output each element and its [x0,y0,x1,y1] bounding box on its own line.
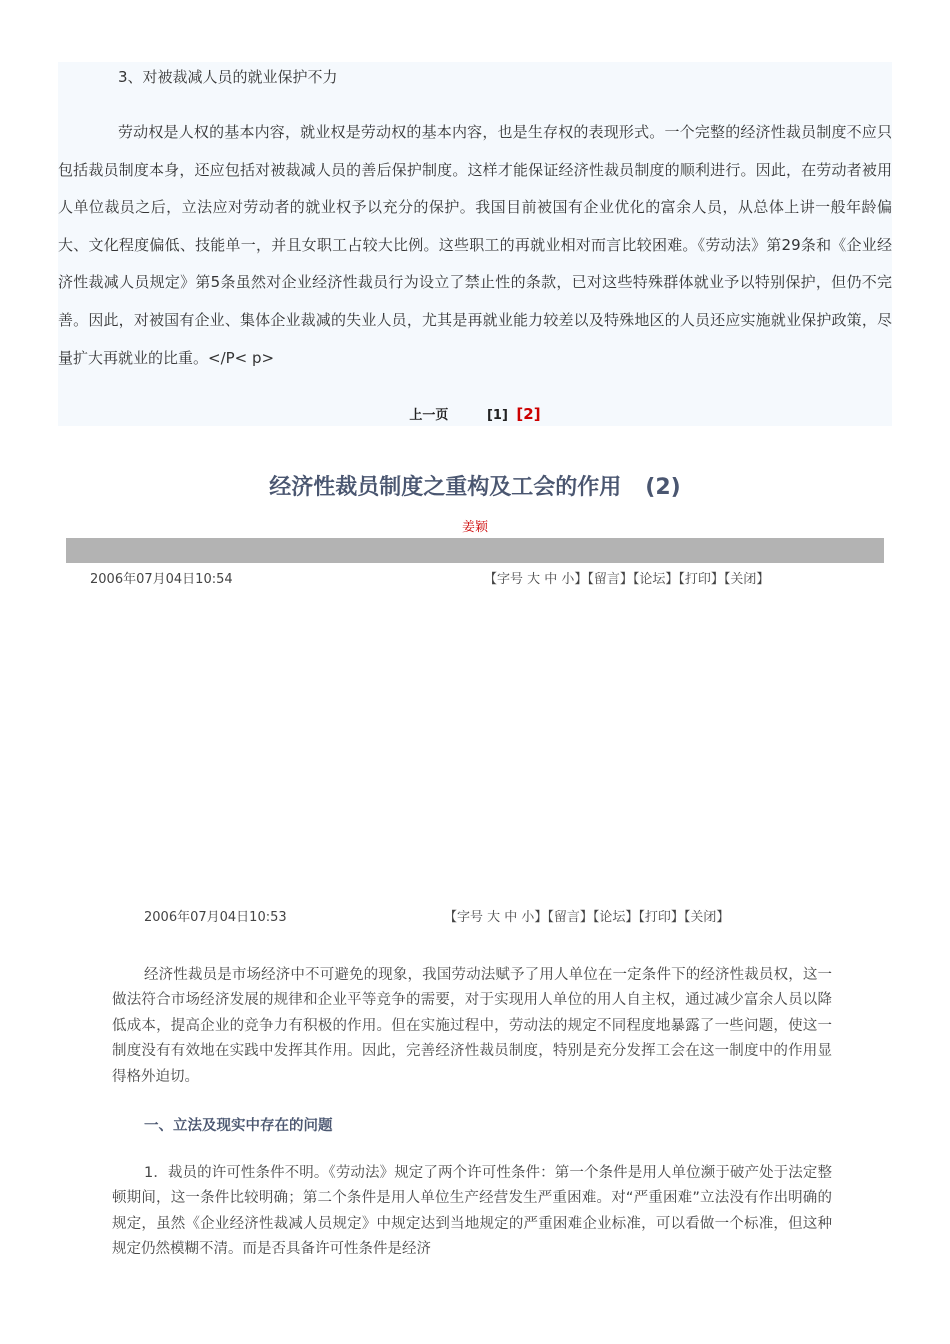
section-heading: 3、对被裁减人员的就业保护不力 [118,68,338,86]
page-1-link[interactable]: [1] [486,408,508,423]
body-paragraph-intro: 经济性裁员是市场经济中不可避免的现象，我国劳动法赋予了用人单位在一定条件下的经济性裁员权，这一做法符合市场经济发展的规律和企业平等竞争的需要，对于实现用人单位的用人自主权，通过减少富余人员以降低成本，提高企业的竞争力有积极的作用。但在实施过程中，劳动法的规定不同程度地暴露了一些问题，使这一制度没有有效地在实践中发挥其作用。因此，完善经济性裁员制度，特别是充分发挥工会在这一制度中的作用显得格外迫切。 [112,967,832,1085]
article-tools-2[interactable]: 【字号 大 中 小】【留言】【论坛】【打印】【关闭】 [444,910,730,925]
article-title-text: 经济性裁员制度之重构及工会的作用 [269,475,622,500]
publish-date-1: 2006年07月04日10:54 [90,572,233,587]
article-title-number: (2) [645,475,681,500]
article-tools-1[interactable]: 【字号 大 中 小】【留言】【论坛】【打印】【关闭】 [484,572,770,587]
body-paragraph-conditions: 1．裁员的许可性条件不明。《劳动法》规定了两个许可性条件：第一个条件是用人单位濒于破产处于法定整顿期间，这一条件比较明确；第二个条件是用人单位生产经营发生严重困难。对“严重困难”立法没有作出明确的规定，虽然《企业经济性裁减人员规定》中规定达到当地规定的严重困难企业标准，可以看做一个标准，但这种规定仍然模糊不清。而是否具备许可性条件是经济 [112,1165,832,1258]
header-divider-bar [66,538,884,563]
paragraph-employment-protection: 劳动权是人权的基本内容，就业权是劳动权的基本内容，也是生存权的表现形式。一个完整的经济性裁员制度不应只包括裁员制度本身，还应包括对被裁减人员的善后保护制度。这样才能保证经济性裁员制度的顺利进行。因此，在劳动者被用人单位裁员之后，立法应对劳动者的就业权予以充分的保护。我国目前被国有企业优化的富余人员，从总体上讲一般年龄偏大、文化程度偏低、技能单一，并且女职工占较大比例。这些职工的再就业相对而言比较困难。《劳动法》第29条和《企业经济性裁减人员规定》第5条虽然对企业经济性裁员行为设立了禁止性的条款，已对这些特殊群体就业予以特别保护，但仍不完善。因此，对被国有企业、集体企业裁减的失业人员，尤其是再就业能力较差以及特殊地区的人员还应实施就业保护政策，尽量扩大再就业的比重。</P< p> [58,123,892,367]
page-2-current: [2] [516,405,541,423]
article-author: 姜颖 [461,520,488,535]
article-title [0,470,950,501]
pagination [0,404,950,423]
prev-page-link[interactable]: 上一页 [409,408,449,423]
subsection-heading: 一、立法及现实中存在的问题 [144,1118,333,1134]
publish-date-2: 2006年07月04日10:53 [144,910,287,925]
